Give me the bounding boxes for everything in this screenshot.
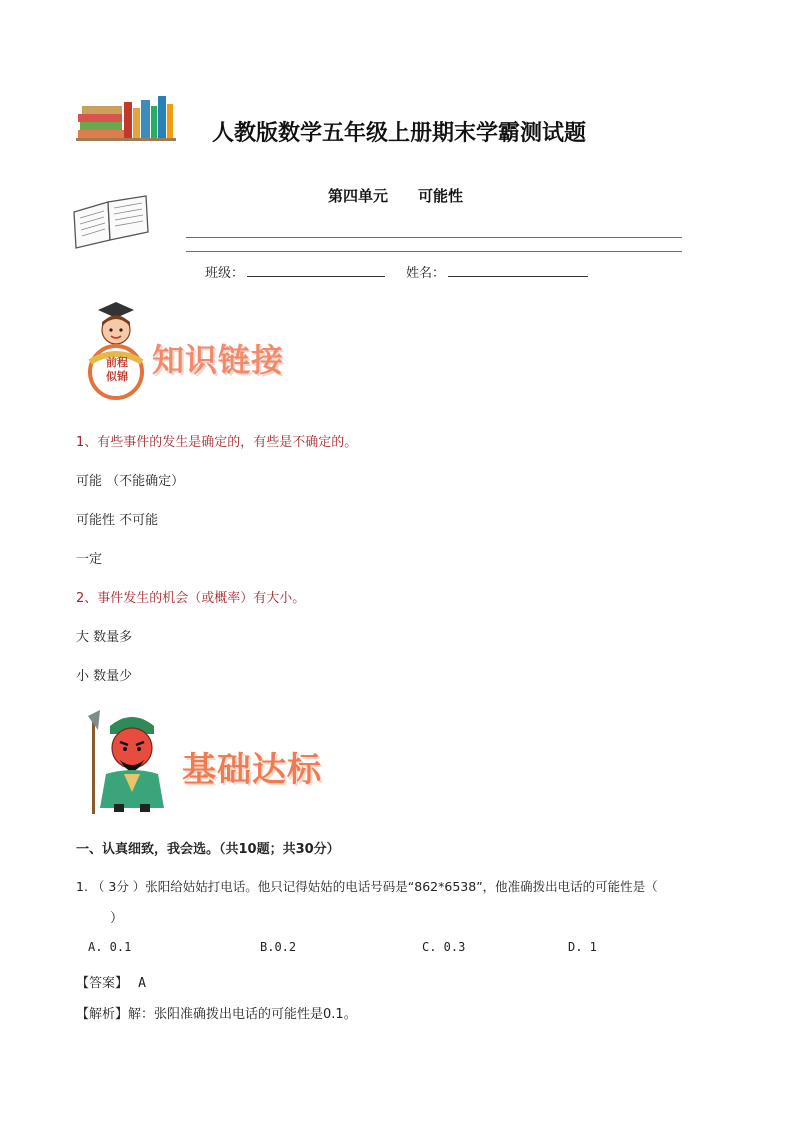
analysis-text: 解：张阳准确拨出电话的可能性是0.1。	[128, 1007, 357, 1022]
option-a[interactable]: A. 0.1	[88, 940, 132, 954]
scholar-mascot-icon	[76, 302, 152, 400]
option-c[interactable]: C. 0.3	[422, 940, 466, 954]
rule-bottom	[186, 251, 682, 252]
name-field[interactable]	[448, 276, 588, 277]
analysis-row	[76, 1003, 357, 1022]
knowledge-point-1: 1、有些事件的发生是确定的，有些是不确定的。	[76, 435, 358, 450]
answer-row	[76, 972, 146, 991]
knowledge-line-1: 可能 （不能确定）	[76, 474, 185, 489]
knowledge-line-5: 小 数量少	[76, 669, 133, 684]
option-d[interactable]: D. 1	[568, 940, 597, 954]
knowledge-banner-title: 知识链接	[152, 341, 285, 379]
general-mascot-icon	[84, 708, 174, 816]
question-1-text-end: ）	[110, 911, 124, 926]
option-b[interactable]: B.0.2	[260, 940, 297, 954]
class-field[interactable]	[247, 276, 385, 277]
rule-top	[186, 237, 682, 238]
unit-label: 第四单元	[328, 187, 389, 205]
class-label: 班级：	[205, 266, 245, 281]
knowledge-line-2: 可能性 不可能	[76, 513, 159, 528]
answer-label: 【答案】	[76, 976, 129, 991]
badge-line-1: 前程	[106, 356, 128, 369]
name-label: 姓名：	[406, 266, 446, 281]
analysis-label: 【解析】	[76, 1007, 129, 1022]
knowledge-point-2: 2、事件发生的机会（或概率）有大小。	[76, 591, 306, 606]
badge-line-2: 似锦	[106, 370, 128, 383]
books-icon	[76, 94, 176, 142]
badge-text	[97, 356, 137, 384]
knowledge-line-4: 大 数量多	[76, 630, 133, 645]
knowledge-line-3: 一定	[76, 552, 103, 567]
unit-title	[328, 185, 463, 206]
basic-banner-title: 基础达标	[182, 750, 322, 790]
open-book-icon	[70, 192, 152, 252]
answer-value: A	[138, 976, 146, 991]
topic-label: 可能性	[418, 187, 464, 205]
page-title: 人教版数学五年级上册期末学霸测试题	[212, 121, 587, 146]
section-heading: 一、认真细致，我会选。（共10题；共30分）	[76, 842, 340, 857]
question-1-text: 1. （ 3分 ）张阳给姑姑打电话。他只记得姑姑的电话号码是“862*6538”，他准确拨出电话的可能性是（	[76, 879, 658, 894]
